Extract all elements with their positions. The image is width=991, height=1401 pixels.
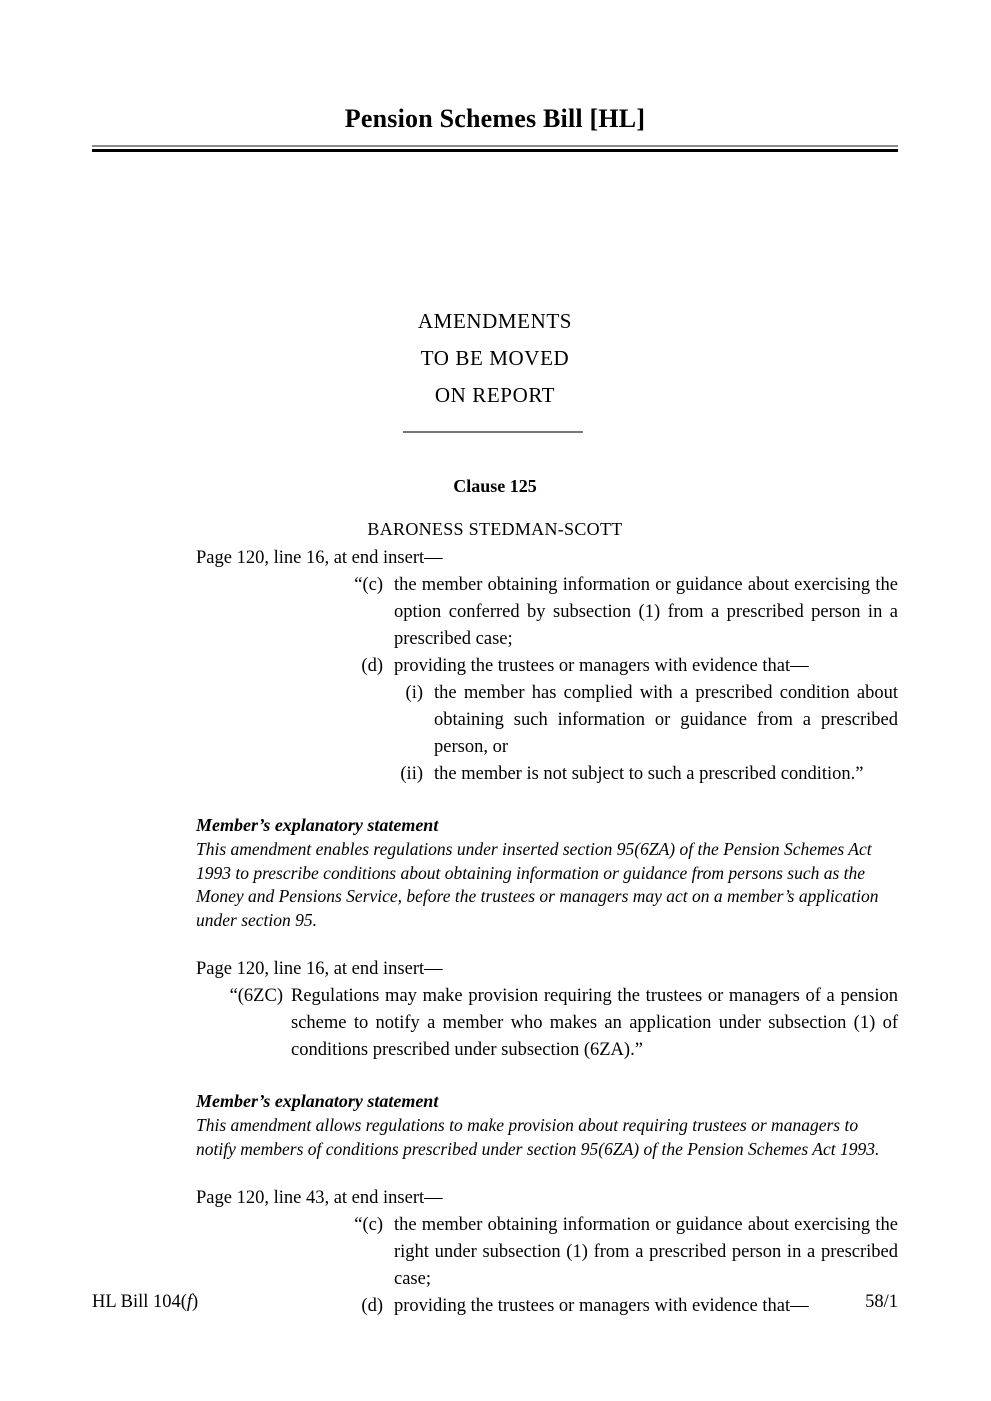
heading-line-to-be-moved: TO BE MOVED: [420, 346, 570, 370]
list-item-text: providing the trustees or managers with evidence that—: [394, 1296, 809, 1316]
page-number: 58/1: [865, 1292, 898, 1312]
amendments-heading-block: [92, 303, 898, 414]
list-item: [196, 1212, 898, 1293]
explanatory-statement-heading: Member’s explanatory statement: [196, 815, 439, 835]
amendment-item-list: [196, 572, 898, 680]
page-footer: [92, 1292, 898, 1313]
list-item-marker: “(c): [354, 1215, 383, 1235]
list-item: [196, 653, 898, 680]
list-item-text: the member obtaining information or guidance about exercising the right under subsection (1) from a prescribed person in a prescribed case;: [394, 1215, 898, 1289]
section-divider: [403, 431, 583, 433]
amendment-lead-line: Page 120, line 43, at end insert—: [196, 1188, 443, 1208]
list-item: [196, 761, 898, 788]
amendment-lead-line: Page 120, line 16, at end insert—: [196, 548, 443, 568]
list-item-text: Regulations may make provision requiring the trustees or managers of a pension scheme to notify a member who makes an application under subsection (1) of conditions prescribed under subsection (6ZA).”: [291, 986, 898, 1060]
explanatory-statement-text: This amendment allows regulations to make provision about requiring trustees or managers to notify members of conditions prescribed under section 95(6ZA) of the Pension Schemes Act 1993.: [196, 1115, 880, 1159]
list-item-marker: “(c): [354, 575, 383, 595]
bill-reference-suffix: ): [192, 1292, 199, 1312]
explanatory-statement: [196, 1088, 898, 1161]
explanatory-statement-heading: Member’s explanatory statement: [196, 1091, 439, 1111]
heading-line-amendments: AMENDMENTS: [417, 309, 573, 333]
list-item-marker: (d): [361, 656, 383, 676]
explanatory-statement-text: This amendment enables regulations under inserted section 95(6ZA) of the Pension Schemes Act 1993 to prescribe conditions about obtaining information or guidance from persons such as the Money and Pensions Service, before the trustees or managers may act on a member’s application under section 95.: [196, 839, 879, 930]
list-item: [196, 572, 898, 653]
list-item-text: the member has complied with a prescribed condition about obtaining such information or guidance from a prescribed person, or: [434, 683, 898, 757]
list-item: [196, 680, 898, 761]
amendment-block: [196, 545, 898, 932]
list-item-text: providing the trustees or managers with evidence that—: [394, 656, 809, 676]
amendment-subitem-list: [196, 680, 898, 788]
list-item-text: the member is not subject to such a prescribed condition.”: [434, 764, 864, 784]
list-item-marker: (d): [361, 1296, 383, 1316]
clause-heading: Clause 125: [453, 476, 537, 496]
heading-line-on-report: ON REPORT: [434, 383, 556, 407]
explanatory-statement: [196, 812, 898, 932]
list-item-marker: (i): [405, 683, 423, 703]
member-name: BARONESS STEDMAN-SCOTT: [367, 519, 623, 539]
title-divider: [92, 145, 898, 152]
divider-thick-line: [92, 149, 898, 152]
bill-reference-letter: f: [186, 1292, 193, 1312]
page-title: Pension Schemes Bill [HL]: [344, 104, 646, 133]
list-item-text: the member obtaining information or guidance about exercising the option conferred by subsection (1) from a prescribed person in a prescribed case;: [394, 575, 898, 649]
amendment-lead-line: Page 120, line 16, at end insert—: [196, 959, 443, 979]
amendments-body: [196, 545, 898, 1320]
amendment-item-list: [196, 983, 898, 1064]
amendment-block: [196, 956, 898, 1161]
list-item: [196, 983, 898, 1064]
list-item-marker: (ii): [400, 764, 423, 784]
list-item-marker: “(6ZC): [229, 986, 283, 1006]
bill-reference: [92, 1292, 198, 1313]
bill-reference-prefix: HL Bill 104(: [92, 1292, 187, 1312]
